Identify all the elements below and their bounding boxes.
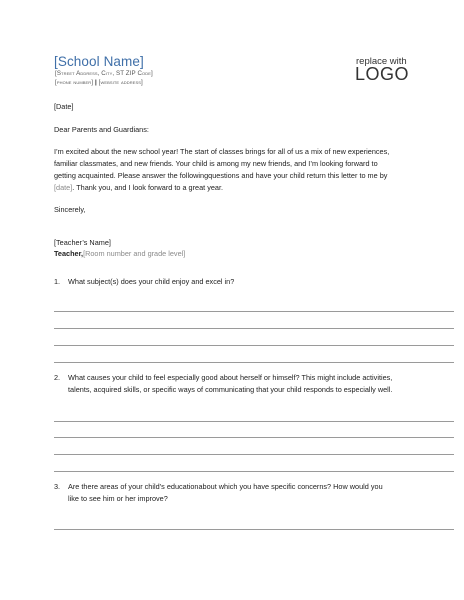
question-3-text-line-1: Are there areas of your child’s educationabout which you have specific concerns? How would you	[68, 482, 383, 491]
answer-line[interactable]	[54, 454, 454, 455]
question-2-text-line-1: What causes your child to feel especially good about herself or himself? This might include activities,	[68, 373, 393, 382]
phone-number: [phone number]	[55, 79, 94, 86]
question-1-number: 1.	[54, 277, 61, 286]
answer-line[interactable]	[54, 471, 454, 472]
question-1-text: What subject(s) does your child enjoy and excel in?	[68, 277, 235, 286]
teacher-title	[54, 249, 185, 258]
question-2-text-line-2: talents, acquired skills, or specific ways of communicating that your child responds to especially well.	[68, 385, 393, 394]
answer-line[interactable]	[54, 437, 454, 438]
closing: Sincerely,	[54, 205, 86, 214]
body-line-4	[54, 183, 223, 192]
contact-separator: |	[94, 79, 97, 86]
question-2-number: 2.	[54, 373, 61, 382]
question-3	[54, 482, 383, 491]
question-1	[54, 277, 234, 286]
question-3-text-line-2: like to see him or her improve?	[68, 494, 168, 503]
body-line-1: I’m excited about the new school year! The start of classes brings for all of us a mix of new experiences,	[54, 147, 390, 156]
letter-date: [Date]	[54, 102, 74, 111]
body-line-3: getting acquainted. Please answer the followingquestions and have your child return this letter to me by	[54, 171, 388, 180]
logo-placeholder: LOGO	[355, 64, 410, 84]
answer-line[interactable]	[54, 328, 454, 329]
answer-line[interactable]	[54, 345, 454, 346]
school-name: [School Name]	[54, 54, 144, 69]
salutation: Dear Parents and Guardians:	[54, 125, 149, 134]
question-3-number: 3.	[54, 482, 61, 491]
contact-line	[55, 79, 143, 86]
school-address: [Street Address, City, ST ZIP Code]	[55, 70, 153, 77]
teacher-label: Teacher,	[54, 249, 84, 258]
question-2	[54, 373, 392, 382]
answer-line[interactable]	[54, 362, 454, 363]
website-address: [website address]	[98, 79, 143, 86]
answer-line[interactable]	[54, 529, 454, 530]
body-end: . Thank you, and I look forward to a great year.	[72, 183, 224, 192]
body-line-2: familiar classmates, and new friends. Your child is among my new friends, and I’m looking forward to	[54, 159, 378, 168]
logo-placeholder-caption: replace with	[356, 56, 407, 67]
return-date-placeholder: [date]	[54, 183, 73, 192]
answer-line[interactable]	[54, 421, 454, 422]
answer-line[interactable]	[54, 311, 454, 312]
room-grade-placeholder: [Room number and grade level]	[83, 249, 186, 258]
teacher-name: [Teacher’s Name]	[54, 238, 111, 247]
